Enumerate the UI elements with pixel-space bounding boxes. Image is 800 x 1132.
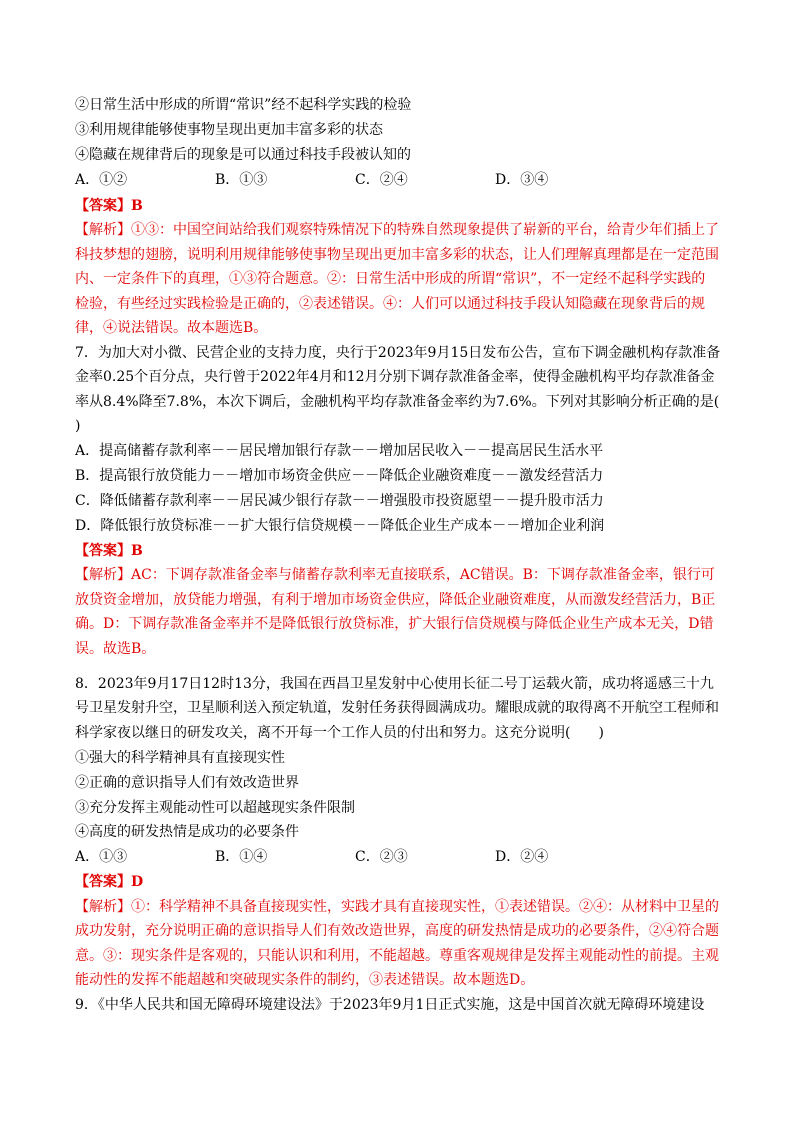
option-b: B．提高银行放贷能力－－增加市场资金供应－－降低企业融资难度－－激发经营活力 <box>75 468 604 484</box>
analysis-line: 【解析】①：科学精神不具备直接现实性，实践才具有直接现实性，①表述错误。②④：从材料中卫星的 <box>75 899 719 915</box>
analysis-line: 放贷资金增加，放贷能力增强，有利于增加市场资金供应，降低企业融资难度，从而激发经营活力，B正 <box>75 592 716 608</box>
question-8-stem: 8．2023年9月17日12时13分，我国在西昌卫星发射中心使用长征二号丁运载火箭，成功将遥感三十九 <box>75 676 714 692</box>
analysis-line: 成功发射，充分说明正确的意识指导人们有效改造世界，高度的研发热情是成功的必要条件，②④符合题 <box>75 923 719 939</box>
answer-label: 【答案】B <box>75 543 143 559</box>
analysis-line: 内、一定条件下的真理，①③符合题意。②：日常生活中形成的所谓“常识”，不一定经不起科学实践的 <box>75 271 706 287</box>
statement-4: ④隐藏在规律背后的现象是可以通过科技手段被认知的 <box>75 147 411 163</box>
analysis-line: 确。D：下调存款准备金率并不是降低银行放贷标准，扩大银行信贷规模与降低企业生产成本无关，D错 <box>75 616 714 632</box>
question-8-stem: 科学家夜以继日的研发攻关，离不开每一个工作人员的付出和努力。这充分说明( ) <box>75 725 604 741</box>
statement-3: ③充分发挥主观能动性可以超越现实条件限制 <box>75 800 355 816</box>
option-a: A．①③ <box>75 849 128 865</box>
option-b: B．①③ <box>215 172 268 188</box>
option-c: C．降低储蓄存款利率－－居民减少银行存款－－增强股市投资愿望－－提升股市活力 <box>75 493 604 509</box>
question-7-stem: 率从8.4%降至7.8%，本次下调后，金融机构平均存款准备金率约为7.6%。下列对其影响分析正确的是( <box>75 394 720 410</box>
analysis-line: 【解析】AC：下调存款准备金率与储蓄存款利率无直接联系，AC错误。B：下调存款准备金率，银行可 <box>75 567 715 583</box>
option-d: D．③④ <box>495 172 549 188</box>
analysis-line: 能动性的发挥不能超越和突破现实条件的制约，③表述错误。故本题选D。 <box>75 972 535 988</box>
analysis-line: 律，④说法错误。故本题选B。 <box>75 320 268 336</box>
statement-4: ④高度的研发热情是成功的必要条件 <box>75 824 299 840</box>
question-7-stem: 金率0.25个百分点，央行曾于2022年4月和12月分别下调存款准备金率，使得金融机构平均存款准备金 <box>75 369 715 385</box>
answer-label: 【答案】D <box>75 874 144 890</box>
analysis-line: 意。③：现实条件是客观的，只能认识和利用，不能超越。尊重客观规律是发挥主观能动性的前提。主观 <box>75 948 719 964</box>
statement-2: ②正确的意识指导人们有效改造世界 <box>75 775 299 791</box>
option-c: C．②③ <box>355 849 408 865</box>
option-d: D．②④ <box>495 849 549 865</box>
option-b: B．①④ <box>215 849 268 865</box>
statement-2: ②日常生活中形成的所谓“常识”经不起科学实践的检验 <box>75 97 412 113</box>
option-a: A．①② <box>75 172 128 188</box>
statement-1: ①强大的科学精神具有直接现实性 <box>75 750 285 766</box>
option-a: A．提高储蓄存款利率－－居民增加银行存款－－增加居民收入－－提高居民生活水平 <box>75 443 604 459</box>
question-8-stem: 号卫星发射升空，卫星顺利送入预定轨道，发射任务获得圆满成功。耀眼成就的取得离不开航空工程师和 <box>75 700 719 716</box>
option-c: C．②④ <box>355 172 408 188</box>
analysis-line: 科技梦想的翅膀，说明利用规律能够使事物呈现出更加丰富多彩的状态，让人们理解真理都是在一定范围 <box>75 247 719 263</box>
option-d: D．降低银行放贷标准－－扩大银行信贷规模－－降低企业生产成本－－增加企业利润 <box>75 518 605 534</box>
analysis-line: 检验，有些经过实践检验是正确的，②表述错误。④：人们可以通过科技手段认知隐藏在现象背后的规 <box>75 296 705 312</box>
answer-label: 【答案】B <box>75 198 143 214</box>
analysis-line: 误。故选B。 <box>75 641 156 657</box>
analysis-line: 【解析】①③：中国空间站给我们观察特殊情况下的特殊自然现象提供了崭新的平台，给青少年们插上了 <box>75 222 719 238</box>
question-7-stem: ) <box>75 418 81 434</box>
question-7-stem: 7．为加大对小微、民营企业的支持力度，央行于2023年9月15日发布公告，宣布下调金融机构存款准备 <box>75 345 721 361</box>
question-9-stem: 9．《中华人民共和国无障碍环境建设法》于2023年9月1日正式实施，这是中国首次就无障碍环境建设 <box>75 997 705 1013</box>
statement-3: ③利用规律能够使事物呈现出更加丰富多彩的状态 <box>75 122 383 138</box>
